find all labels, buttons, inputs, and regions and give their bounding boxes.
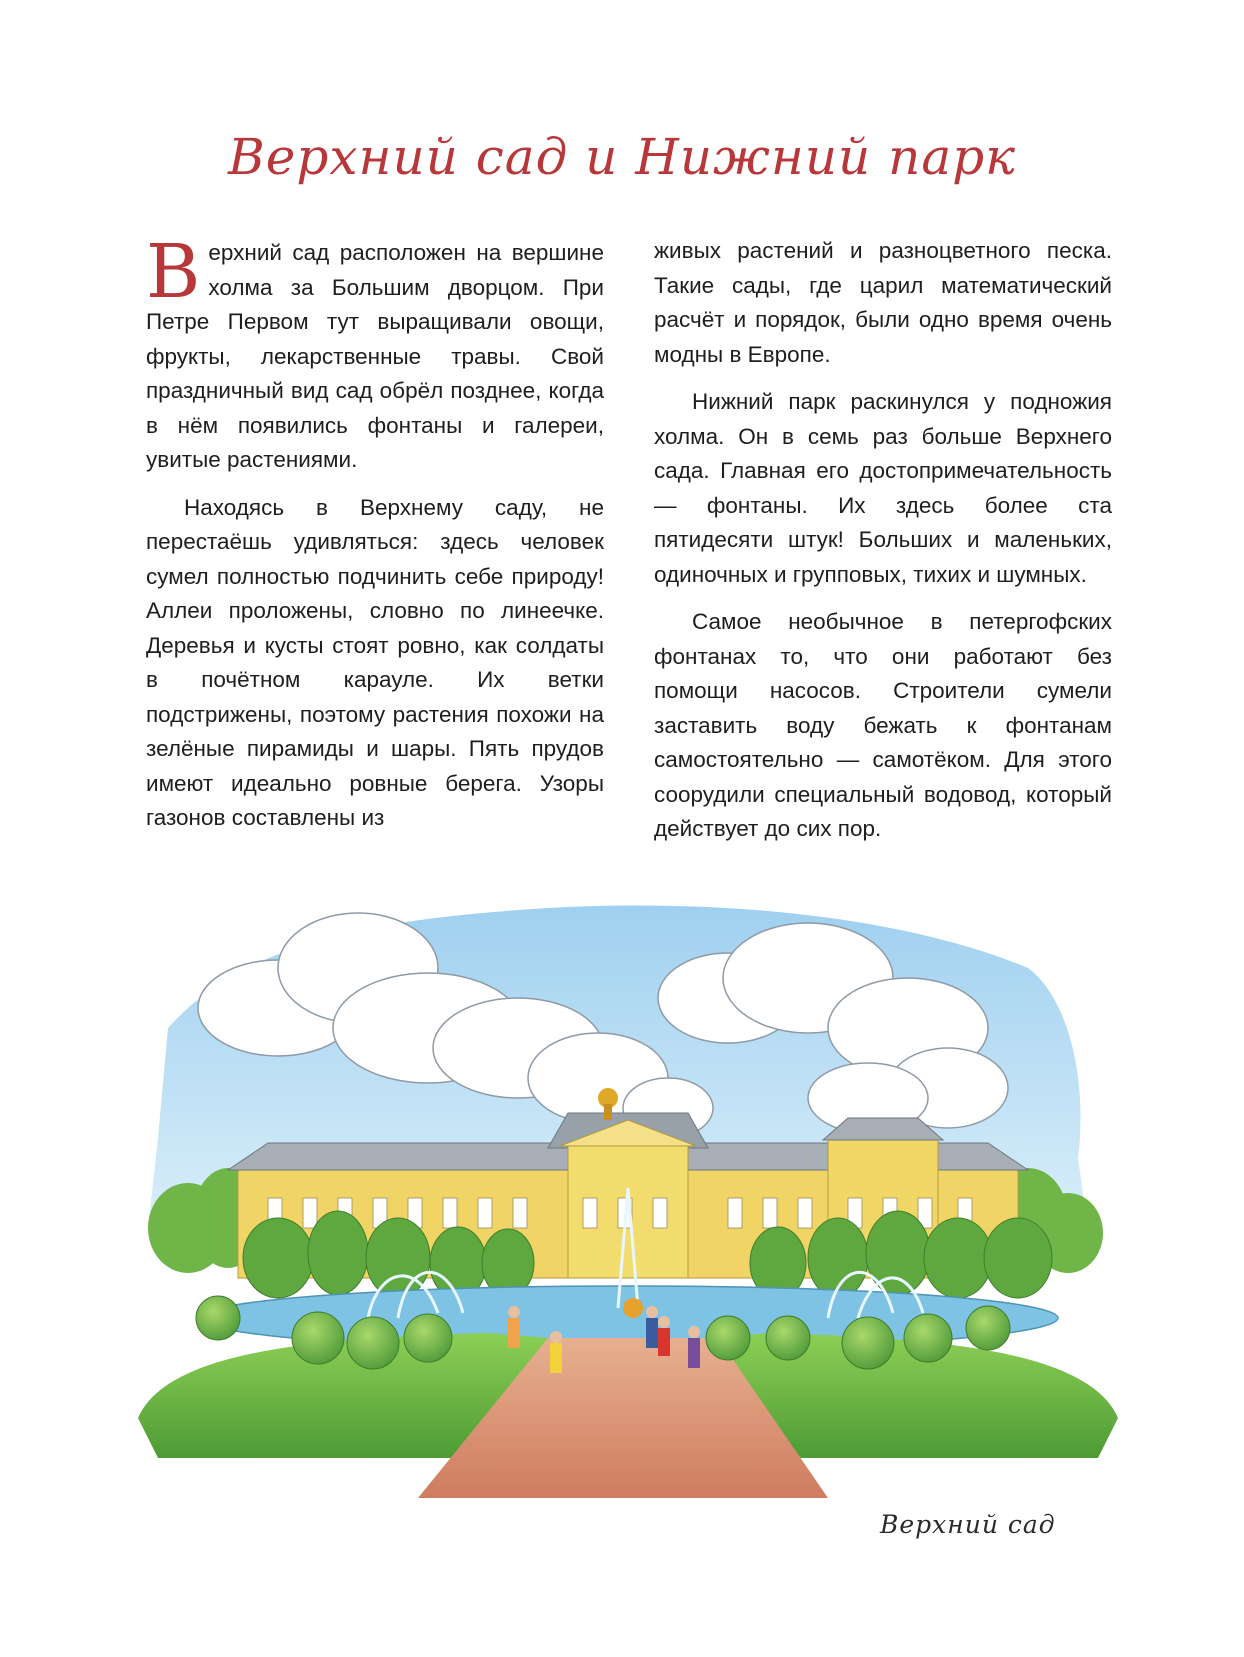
text-column-right xyxy=(654,234,1112,860)
text-column-left xyxy=(146,229,604,849)
drop-cap: В xyxy=(146,229,201,315)
illustration-caption: Верхний сад xyxy=(880,1510,1056,1539)
page-title: Верхний сад и Нижний парк xyxy=(227,128,1016,186)
paragraph: Нижний парк раскинулся у подножия холма. Он в семь раз больше Верхнего сада. Главная его достопримечательность — фонтаны. Их здесь более ста пятидесяти штук! Больших и маленьких, одиночных и групповых, тихих и шумных. xyxy=(654,389,1112,587)
upper-garden-illustration xyxy=(128,898,1128,1510)
fountain-sculpture xyxy=(623,1298,643,1318)
paragraph xyxy=(146,229,604,478)
paragraph: Находясь в Верхнему саду, не перестаёшь удивляться: здесь человек сумел полностью подчинить себе природу! Аллеи проложены, словно по линеечке. Деревья и кусты стоят ровно, как солдаты в почётном карауле. Их ветки подстрижены, поэтому растения похожи на зелёные пирамиды и шары. Пять прудов имеют идеально ровные берега. Узоры газонов составлены из xyxy=(146,494,604,830)
paragraph: Самое необычное в петергофских фонтанах то, что они работают без помощи насосов. Строители сумели заставить воду бежать к фонтанам самостоятельно — самотёком. Для этого соорудили специальный водовод, который действует до сих пор. xyxy=(654,609,1112,841)
paragraph: живых растений и разноцветного песка. Такие сады, где царил математический расчёт и порядок, были одно время очень модны в Европе. xyxy=(654,238,1112,367)
paragraph-text: ерхний сад расположен на вершине холма за Большим дворцом. При Петре Первом тут выращивали овощи, фрукты, лекарственные травы. Свой праздничный вид сад обрёл позднее, когда в нём появились фонтаны и галереи, увитые растениями. xyxy=(146,240,604,472)
